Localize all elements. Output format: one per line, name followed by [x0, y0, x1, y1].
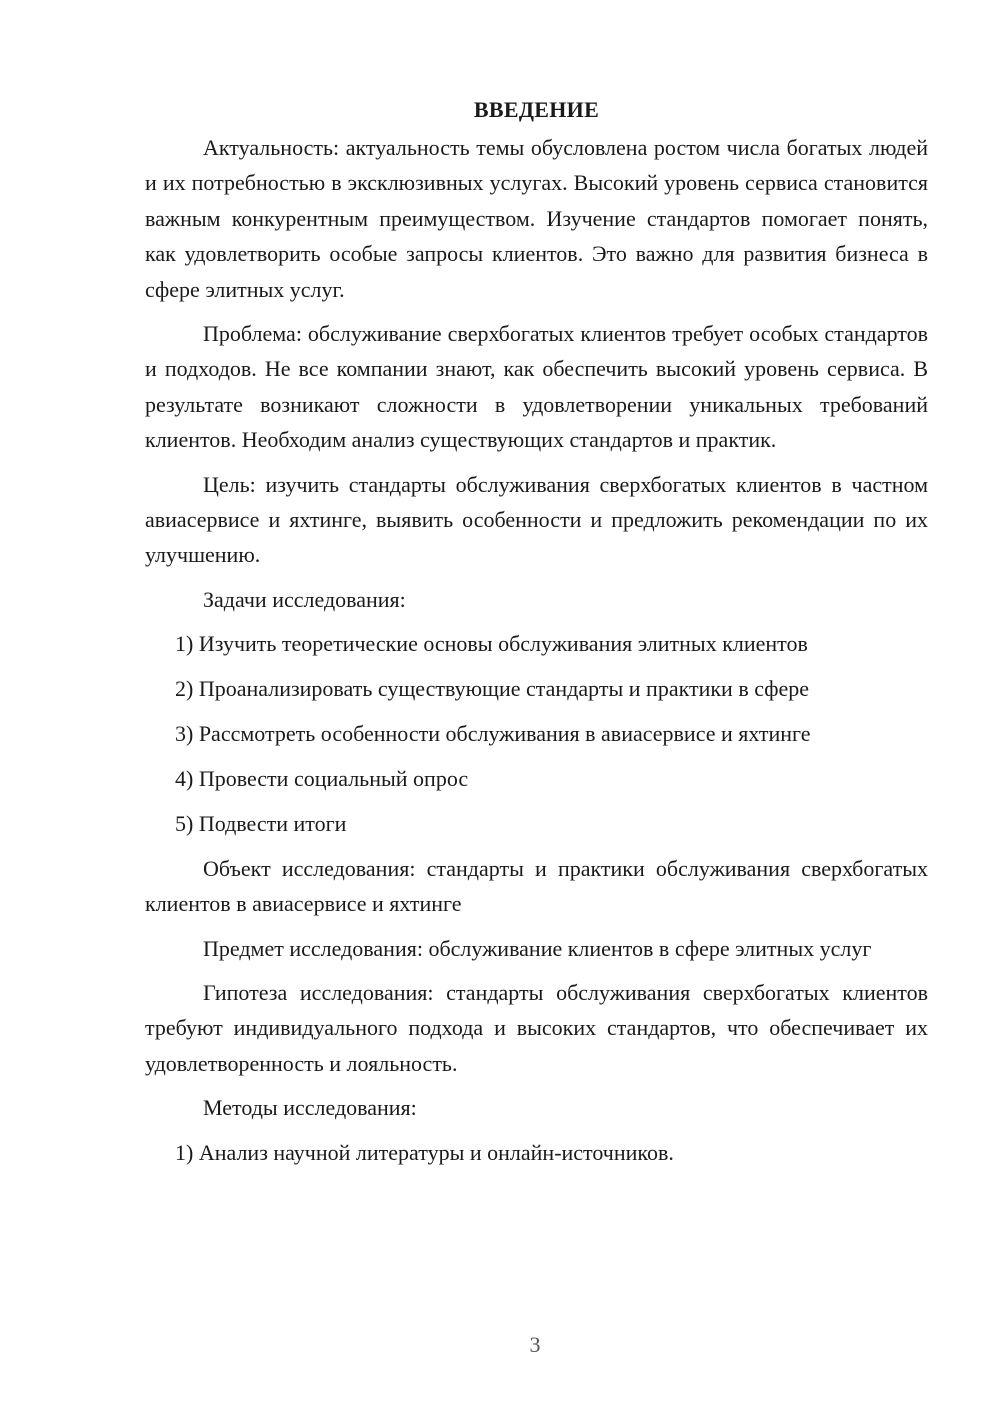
- subject-paragraph: Предмет исследования: обслуживание клиентов в сфере элитных услуг: [203, 935, 872, 961]
- tasks-heading: Задачи исследования:: [203, 586, 406, 612]
- methods-list: [145, 1135, 928, 1170]
- page-number: 3: [529, 1332, 541, 1357]
- list-item: 3) Рассмотреть особенности обслуживания в авиасервисе и яхтинге: [175, 721, 811, 747]
- list-item: 2) Проанализировать существующие стандарты и практики в сфере: [175, 676, 810, 702]
- problem-paragraph: Проблема: обслуживание сверхбогатых клиентов требует особых стандартов и подходов. Не все компании знают, как обеспечить высокий уровень сервиса. В результате возникают сложности в удовлетворении уникальных требований клиентов. Необходим анализ существующих стандартов и практик.: [145, 321, 928, 453]
- relevance-paragraph: Актуальность: актуальность темы обусловлена ростом числа богатых людей и их потребностью в эксклюзивных услугах. Высокий уровень сервиса становится важным конкурентным преимуществом. Изучение стандартов помогает понять, как удовлетворить особые запросы клиентов. Это важно для развития бизнеса в сфере элитных услуг.: [145, 135, 928, 302]
- goal-paragraph: Цель: изучить стандарты обслуживания сверхбогатых клиентов в частном авиасервисе и яхтинге, выявить особенности и предложить рекомендации по их улучшению.: [145, 471, 928, 568]
- tasks-list: [145, 626, 928, 841]
- hypothesis-paragraph: Гипотеза исследования: стандарты обслуживания сверхбогатых клиентов требуют индивидуального подхода и высоких стандартов, что обеспечивает их удовлетворенность и лояльность.: [145, 979, 928, 1076]
- list-item: 4) Провести социальный опрос: [175, 766, 469, 792]
- document-page: [145, 92, 928, 1179]
- object-paragraph: Объект исследования: стандарты и практики обслуживания сверхбогатых клиентов в авиасервисе и яхтинге: [145, 855, 928, 917]
- list-item: 1) Изучить теоретические основы обслуживания элитных клиентов: [175, 631, 808, 657]
- methods-heading: Методы исследования:: [203, 1095, 417, 1121]
- list-item: 1) Анализ научной литературы и онлайн-источников.: [175, 1139, 674, 1165]
- list-item: 5) Подвести итоги: [175, 811, 347, 837]
- page-title: ВВЕДЕНИЕ: [473, 97, 600, 122]
